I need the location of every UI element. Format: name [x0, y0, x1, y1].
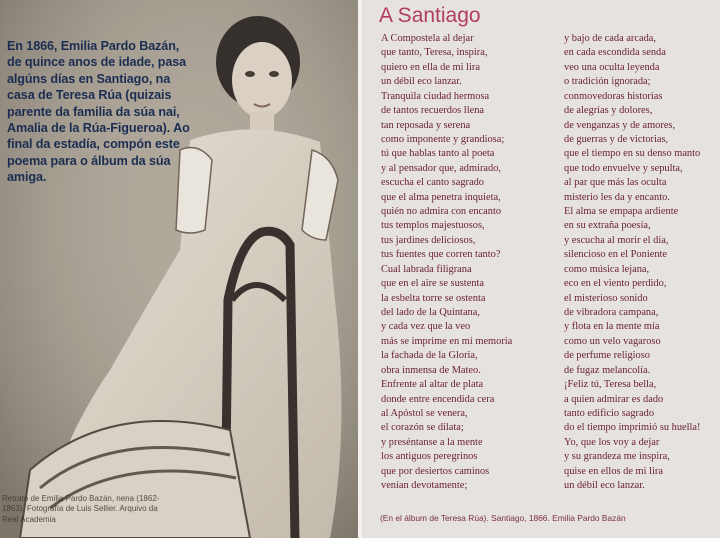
- poem-line: y preséntanse a la mente: [381, 436, 483, 448]
- poem-line: el corazón se dilata;: [381, 422, 464, 434]
- poem-line: un débil eco lanzar.: [564, 480, 645, 492]
- poem-line: quiero en ella de mi lira: [381, 61, 480, 73]
- poem-line: el misterioso sonido: [564, 292, 648, 304]
- poem-line: de guerras y de victorias,: [564, 133, 669, 145]
- poem-line: y al pensador que, admirado,: [381, 162, 502, 174]
- poem-line: que por desiertos caminos: [381, 465, 490, 477]
- poem-line: la fachada de la Gloria,: [381, 350, 478, 362]
- poem-line: un débil eco lanzar.: [381, 76, 462, 88]
- poem-line: ¡Feliz tú, Teresa bella,: [564, 379, 657, 391]
- poem-line: de fugaz melancolía.: [564, 364, 651, 376]
- poem-line: que el tiempo en su denso manto: [564, 148, 701, 160]
- poem-line: y flota en la mente mía: [564, 321, 660, 333]
- poem-line: tus templos majestuosos,: [381, 220, 485, 232]
- poem-line: Cual labrada filigrana: [381, 263, 472, 275]
- poem-line: tan reposada y serena: [381, 119, 471, 131]
- poem-line: silencioso en el Poniente: [564, 249, 668, 261]
- poem-line: la esbelta torre se ostenta: [381, 292, 486, 304]
- poem-line: del lado de la Quintana,: [381, 307, 480, 319]
- poem-line: o tradición ignorada;: [564, 76, 651, 88]
- poem-column-right: [564, 32, 720, 494]
- poem-line: como imponente y grandiosa;: [381, 133, 505, 145]
- poem-line: en su extraña poesía,: [564, 220, 651, 232]
- poem-line: veo una oculta leyenda: [564, 61, 660, 73]
- poem-line: tus jardines deliciosos,: [381, 234, 476, 246]
- poem-line: tanto edificio sagrado: [564, 407, 655, 419]
- poem-line: y su grandeza me inspira,: [564, 451, 670, 463]
- poem-line: que el alma penetra inquieta,: [381, 191, 501, 203]
- poem-column-left: [381, 32, 561, 494]
- poem-line: más se imprime en mi memoria: [381, 335, 513, 347]
- poem-line: que tanto, Teresa, inspira,: [381, 47, 488, 59]
- poem-line: do el tiempo imprimió su huella!: [564, 422, 701, 434]
- poem-line: conmovedoras historias: [564, 90, 663, 102]
- poem-line: que en el aire se sustenta: [381, 278, 484, 290]
- poem-line: donde entre encendida cera: [381, 393, 495, 405]
- poem-line: de alegrías y dolores,: [564, 105, 653, 117]
- poem-line: venían devotamente;: [381, 480, 468, 492]
- poem-line: eco en el viento perdido,: [564, 278, 667, 290]
- poem-line: quién no admira con encanto: [381, 206, 502, 218]
- photo-panel: [0, 0, 358, 538]
- poem-line: de venganzas y de amores,: [564, 119, 676, 131]
- poem-line: tus fuentes que corren tanto?: [381, 249, 501, 261]
- poem-line: los antiguos peregrinos: [381, 451, 478, 463]
- photo-credit: Retrato de Emilia Pardo Bazán, nena (1862-1863). Fotografía de Luis Sellier. Arquivo da Real Academia: [2, 494, 160, 524]
- poem-line: en cada escondida senda: [564, 47, 666, 59]
- poem-line: Tranquila ciudad hermosa: [381, 90, 490, 102]
- poem-line: tú que hablas tanto al poeta: [381, 148, 495, 160]
- poem-line: escucha el canto sagrado: [381, 177, 484, 189]
- poem-line: de perfume religioso: [564, 350, 650, 362]
- poem-line: al Apóstol se venera,: [381, 407, 468, 419]
- poem-line: a quien admirar es dado: [564, 393, 664, 405]
- intro-paragraph: En 1866, Emilia Pardo Bazán, de quince anos de idade, pasa algúns días en Santiago, na casa de Teresa Rúa (quizais parente da familia da súa nai, Amalia de la Rúa-Figueroa). Ao final da estadía, compón este poema para o álbum da súa amiga.: [7, 39, 190, 185]
- poem-line: que todo envuelve y sepulta,: [564, 162, 683, 174]
- poem-title: A Santiago: [379, 4, 481, 27]
- poem-line: obra inmensa de Mateo.: [381, 364, 481, 376]
- poem-line: El alma se empapa ardiente: [564, 206, 679, 218]
- poem-line: Enfrente al altar de plata: [381, 379, 484, 391]
- poem-line: como música lejana,: [564, 263, 650, 275]
- poem-line: de vibradora campana,: [564, 307, 659, 319]
- poem-line: misterio les da y encanto.: [564, 191, 670, 203]
- poem-line: de tantos recuerdos llena: [381, 105, 484, 117]
- poem-caption: (En el álbum de Teresa Rúa). Santiago, 1866. Emilia Pardo Bazán: [380, 513, 626, 523]
- poem-line: quise en ellos de mi lira: [564, 465, 663, 477]
- poem-line: como un velo vagaroso: [564, 335, 661, 347]
- poem-line: y cada vez que la veo: [381, 321, 471, 333]
- poem-panel: [362, 0, 720, 538]
- poem-line: y bajo de cada arcada,: [564, 33, 657, 44]
- poem-line: y escucha al morir el día,: [564, 234, 669, 246]
- poem-line: Yo, que los voy a dejar: [564, 436, 660, 448]
- poem-line: A Compostela al dejar: [381, 33, 474, 44]
- poem-line: al par que más las oculta: [564, 177, 667, 189]
